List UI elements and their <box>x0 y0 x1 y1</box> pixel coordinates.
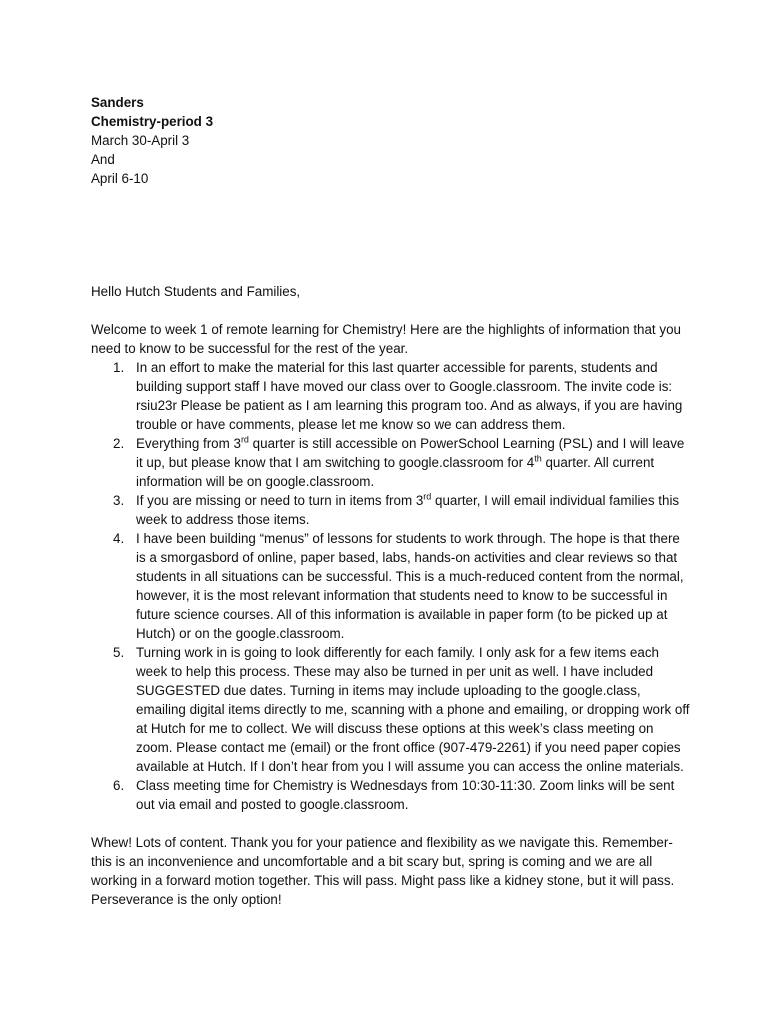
list-item-text: quarter is still accessible on PowerSchool Learning (PSL) and I will leave it up, but please know that I am switching to google.classroom for 4 <box>136 436 685 470</box>
list-item <box>91 491 691 529</box>
list-item <box>91 529 691 643</box>
header-block <box>91 93 691 188</box>
list-item-text: I have been building “menus” of lessons for students to work through. The hope is that there is a smorgasbord of online, paper based, labs, hands-on activities and clear reviews so that students in all situations can be successful. This is a much-reduced content from the normal, however, it is the most relevant information that students need to know to be successful in future science courses. All of this information is available in paper form (to be picked up at Hutch) or on the google.classroom. <box>136 531 684 641</box>
list-item <box>91 434 691 491</box>
list-item-text: If you are missing or need to turn in items from 3 <box>136 493 424 508</box>
list-item-number: 6. <box>113 778 125 793</box>
intro-paragraph: Welcome to week 1 of remote learning for Chemistry! Here are the highlights of information that you need to know to be successful for the rest of the year. <box>91 322 681 356</box>
ordinal-suffix: th <box>534 453 542 464</box>
date-connector: And <box>91 152 115 167</box>
list-item <box>91 358 691 434</box>
closing-paragraph: Whew! Lots of content. Thank you for your patience and flexibility as we navigate this. Remember-this is an inconvenience and uncomfortable and a bit scary but, spring is coming and we are all working in a forward motion together. This will pass. Might pass like a kidney stone, but it will pass. Perseverance is the only option! <box>91 835 675 907</box>
list-item-number: 2. <box>113 436 125 451</box>
list-item-number: 3. <box>113 493 125 508</box>
list-item-text: Everything from 3 <box>136 436 241 451</box>
date-range-1: March 30-April 3 <box>91 133 190 148</box>
list-item-text: Turning work in is going to look differently for each family. I only ask for a few items each week to help this process. These may also be turned in per unit as well. I have included SUGGESTED due dates. Turning in items may include uploading to the google.class, emailing digital items directly to me, scanning with a phone and emailing, or dropping work off at Hutch for me to collect. We will discuss these options at this week’s class meeting on zoom. Please contact me (email) or the front office (907-479-2261) if you need paper copies available at Hutch. If I don’t hear from you I will assume you can access the online materials. <box>136 645 690 774</box>
list-item-number: 1. <box>113 360 125 375</box>
list-item-text: Class meeting time for Chemistry is Wednesdays from 10:30-11:30. Zoom links will be sent out via email and posted to google.classroom. <box>136 778 675 812</box>
ordinal-suffix: rd <box>423 491 432 502</box>
course-title: Chemistry-period 3 <box>91 114 214 129</box>
date-range-2: April 6-10 <box>91 171 149 186</box>
highlights-list <box>91 358 691 814</box>
document-page <box>91 93 691 909</box>
greeting: Hello Hutch Students and Families, <box>91 284 301 299</box>
list-item-number: 5. <box>113 645 125 660</box>
list-item <box>91 776 691 814</box>
teacher-name: Sanders <box>91 95 144 110</box>
list-item <box>91 643 691 776</box>
list-item-text: quarter. All current information will be on google.classroom. <box>136 455 655 489</box>
list-item-text: In an effort to make the material for this last quarter accessible for parents, students and building support staff I have moved our class over to Google.classroom. The invite code is: rsiu23r Please be patient as I am learning this program too. And as always, if you are having trouble or have comments, please let me know so we can address them. <box>136 360 683 432</box>
list-item-text: quarter, I will email individual families this week to address those items. <box>136 493 680 527</box>
list-item-number: 4. <box>113 531 125 546</box>
ordinal-suffix: rd <box>240 434 249 445</box>
